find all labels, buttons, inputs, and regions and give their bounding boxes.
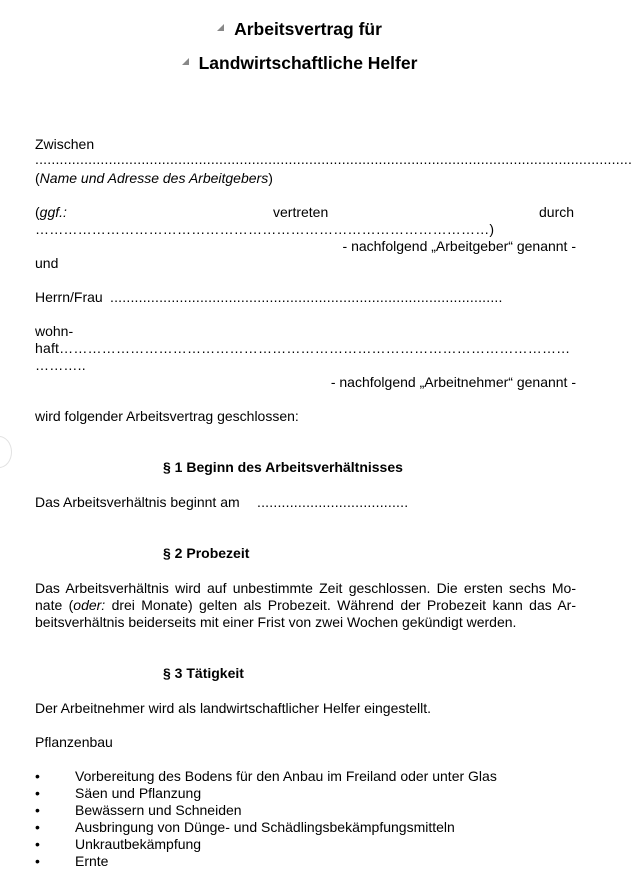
section-3-intro: Der Arbeitnehmer wird als landwirtschaftlicher Helfer eingestellt. — [35, 700, 432, 716]
title-text-1: Arbeitsvertrag für — [234, 19, 382, 39]
ggf-text: ggf.: — [39, 204, 67, 220]
list-item: Bewässern und Schneiden — [75, 802, 242, 818]
durch-label: durch — [539, 204, 575, 220]
page-margin-marker — [0, 436, 12, 468]
employer-role: - nachfolgend „Arbeitgeber“ genannt - — [342, 238, 576, 254]
employee-name-fill-line[interactable]: ................................................................................................ — [110, 289, 503, 305]
section-2-oder: oder: — [73, 597, 106, 613]
heading-collapse-icon[interactable] — [182, 58, 189, 65]
list-item: Unkrautbekämpfung — [75, 836, 202, 852]
start-date-fill-line[interactable]: ..................................... — [257, 494, 409, 510]
list-item: Säen und Pflanzung — [75, 785, 202, 801]
address-fill-line[interactable]: haft……………………………………………………………………………………………… — [35, 340, 571, 356]
contract-closing-statement: wird folgender Arbeitsvertrag geschlossen: — [35, 408, 299, 424]
zwischen-label: Zwischen — [35, 136, 95, 152]
bullet-icon: • — [35, 802, 40, 818]
und-label: und — [35, 255, 59, 271]
bullet-icon: • — [35, 785, 40, 801]
employer-fill-line[interactable]: .................................................................................................................................................. — [35, 151, 632, 167]
paren-close: ) — [268, 170, 273, 186]
ggf-label — [35, 204, 67, 220]
bullet-icon: • — [35, 768, 40, 784]
section-2-paragraph — [35, 580, 576, 631]
section-2-text-a: Das Arbeitsverhältnis wird auf unbestimmte Zeit geschlossen. Die ersten sechs Mo-nate ( — [35, 580, 576, 613]
section-3-heading: § 3 Tätigkeit — [163, 665, 244, 681]
wohn-label: wohn- — [35, 323, 74, 339]
list-item: Vorbereitung des Bodens für den Anbau im Freiland oder unter Glas — [75, 768, 497, 784]
list-item: Ernte — [75, 853, 109, 869]
section-1-text: Das Arbeitsverhältnis beginnt am — [35, 494, 240, 510]
list-item: Ausbringung von Dünge- und Schädlingsbekämpfungsmitteln — [75, 819, 455, 835]
section-2-heading: § 2 Probezeit — [163, 545, 250, 561]
section-3-subheading: Pflanzenbau — [35, 734, 113, 750]
bullet-icon: • — [35, 836, 40, 852]
bullet-icon: • — [35, 819, 40, 835]
document-title-line-1 — [0, 19, 599, 40]
section-1-heading: § 1 Beginn des Arbeitsverhältnisses — [163, 459, 403, 475]
employer-hint-text: Name und Adresse des Arbeitgebers — [39, 170, 269, 186]
section-2-text-b: drei Monate) gelten als Probezeit. Während der Probezeit kann das Ar-beitsverhältnis beiderseits mit einer Frist von zwei Wochen gekündigt werden. — [35, 597, 576, 630]
heading-collapse-icon[interactable] — [217, 24, 224, 31]
representative-fill-line[interactable]: ……………………………………………………………………………………) — [35, 221, 495, 237]
address-fill-line-2[interactable]: ……….. — [35, 357, 86, 373]
document-title-line-2 — [0, 53, 599, 74]
herr-frau-label: Herrn/Frau — [35, 289, 103, 305]
paren-open: ( — [35, 170, 40, 186]
bullet-icon: • — [35, 853, 40, 869]
title-text-2: Landwirtschaftliche Helfer — [198, 53, 418, 73]
ggf-paren: ( — [35, 204, 40, 220]
vertreten-label: vertreten — [273, 204, 329, 220]
employer-hint — [35, 170, 273, 186]
employee-role: - nachfolgend „Arbeitnehmer“ genannt - — [330, 374, 576, 390]
